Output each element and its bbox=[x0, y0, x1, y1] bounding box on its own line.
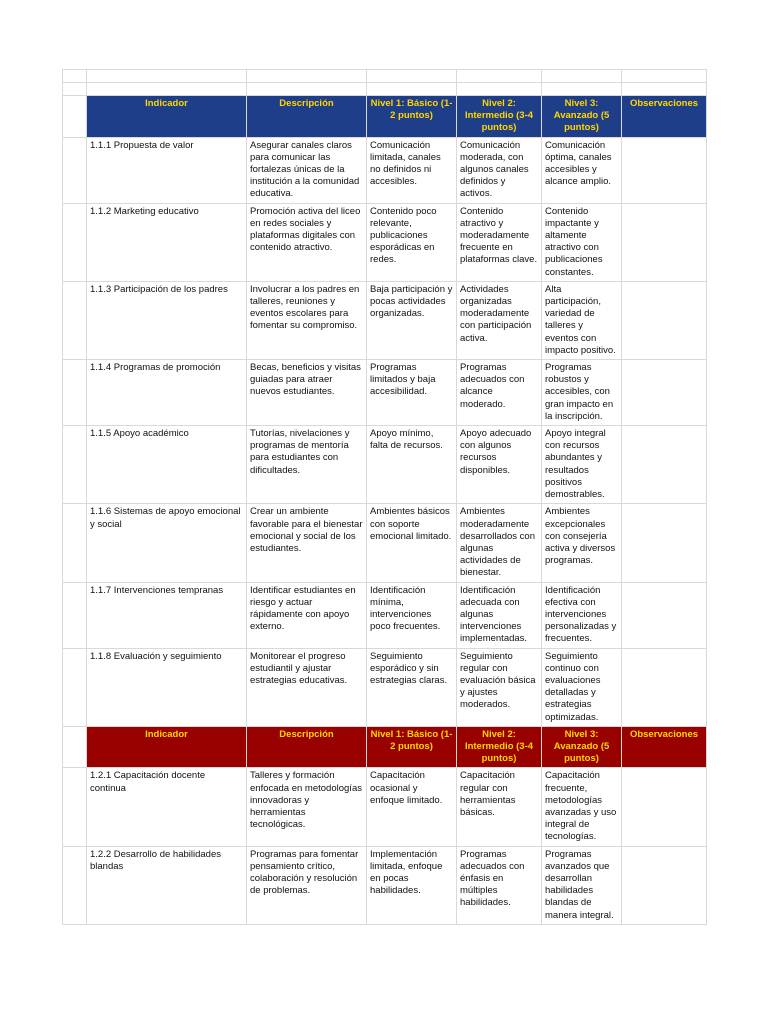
cell-observaciones[interactable] bbox=[622, 648, 707, 726]
cell-indicador[interactable]: 1.1.8 Evaluación y seguimiento bbox=[87, 648, 247, 726]
cell-descripcion[interactable]: Programas para fomentar pensamiento crítico, colaboración y resolución de problemas. bbox=[247, 846, 367, 924]
header-nivel1[interactable]: Nivel 1: Básico (1-2 puntos) bbox=[367, 726, 457, 768]
cell-indicador[interactable]: 1.1.3 Participación de los padres bbox=[87, 281, 247, 359]
cell[interactable] bbox=[63, 726, 87, 768]
table-row bbox=[63, 846, 707, 924]
cell-indicador[interactable]: 1.1.5 Apoyo académico bbox=[87, 426, 247, 504]
cell-indicador[interactable]: 1.1.2 Marketing educativo bbox=[87, 203, 247, 281]
cell[interactable] bbox=[63, 846, 87, 924]
cell-nivel1[interactable]: Comunicación limitada, canales no definidos ni accesibles. bbox=[367, 137, 457, 203]
cell-nivel2[interactable]: Capacitación regular con herramientas básicas. bbox=[457, 768, 542, 846]
cell-nivel2[interactable]: Apoyo adecuado con algunos recursos disponibles. bbox=[457, 426, 542, 504]
cell-indicador[interactable]: 1.2.2 Desarrollo de habilidades blandas bbox=[87, 846, 247, 924]
header-indicador[interactable]: Indicador bbox=[87, 96, 247, 138]
header-nivel2[interactable]: Nivel 2: Intermedio (3-4 puntos) bbox=[457, 96, 542, 138]
rubric-sheet bbox=[62, 69, 707, 925]
cell-nivel3[interactable]: Alta participación, variedad de talleres y eventos con impacto positivo. bbox=[542, 281, 622, 359]
cell[interactable] bbox=[63, 582, 87, 648]
cell-nivel1[interactable]: Ambientes básicos con soporte emocional limitado. bbox=[367, 504, 457, 582]
cell-descripcion[interactable]: Monitorear el progreso estudiantil y ajustar estrategias educativas. bbox=[247, 648, 367, 726]
cell-nivel1[interactable]: Seguimiento esporádico y sin estrategias claras. bbox=[367, 648, 457, 726]
cell-observaciones[interactable] bbox=[622, 768, 707, 846]
cell-nivel1[interactable]: Contenido poco relevante, publicaciones esporádicas en redes. bbox=[367, 203, 457, 281]
table-row bbox=[63, 426, 707, 504]
empty-row bbox=[63, 83, 707, 96]
header-descripcion[interactable]: Descripción bbox=[247, 726, 367, 768]
cell-observaciones[interactable] bbox=[622, 203, 707, 281]
cell[interactable] bbox=[457, 83, 542, 96]
cell[interactable] bbox=[457, 70, 542, 83]
table-row bbox=[63, 360, 707, 426]
cell[interactable] bbox=[63, 504, 87, 582]
cell-nivel2[interactable]: Seguimiento regular con evaluación básica y ajustes moderados. bbox=[457, 648, 542, 726]
cell-nivel3[interactable]: Contenido impactante y altamente atractivo con publicaciones constantes. bbox=[542, 203, 622, 281]
cell[interactable] bbox=[63, 426, 87, 504]
header-nivel3[interactable]: Nivel 3: Avanzado (5 puntos) bbox=[542, 726, 622, 768]
cell[interactable] bbox=[63, 360, 87, 426]
cell-nivel2[interactable]: Ambientes moderadamente desarrollados con algunas actividades de bienestar. bbox=[457, 504, 542, 582]
cell-descripcion[interactable]: Becas, beneficios y visitas guiadas para atraer nuevos estudiantes. bbox=[247, 360, 367, 426]
cell-observaciones[interactable] bbox=[622, 137, 707, 203]
cell-observaciones[interactable] bbox=[622, 504, 707, 582]
cell[interactable] bbox=[63, 648, 87, 726]
cell-observaciones[interactable] bbox=[622, 281, 707, 359]
cell[interactable] bbox=[367, 83, 457, 96]
header-descripcion[interactable]: Descripción bbox=[247, 96, 367, 138]
cell-nivel2[interactable]: Identificación adecuada con algunas intervenciones implementadas. bbox=[457, 582, 542, 648]
header-nivel3[interactable]: Nivel 3: Avanzado (5 puntos) bbox=[542, 96, 622, 138]
cell-nivel3[interactable]: Comunicación óptima, canales accesibles y alcance amplio. bbox=[542, 137, 622, 203]
cell-descripcion[interactable]: Crear un ambiente favorable para el bienestar emocional y social de los estudiantes. bbox=[247, 504, 367, 582]
cell-indicador[interactable]: 1.1.7 Intervenciones tempranas bbox=[87, 582, 247, 648]
cell-nivel2[interactable]: Actividades organizadas moderadamente con participación activa. bbox=[457, 281, 542, 359]
table-row bbox=[63, 504, 707, 582]
header-nivel2[interactable]: Nivel 2: Intermedio (3-4 puntos) bbox=[457, 726, 542, 768]
cell-descripcion[interactable]: Involucrar a los padres en talleres, reuniones y eventos escolares para fomentar su compromiso. bbox=[247, 281, 367, 359]
cell-nivel1[interactable]: Baja participación y pocas actividades organizadas. bbox=[367, 281, 457, 359]
cell-indicador[interactable]: 1.1.4 Programas de promoción bbox=[87, 360, 247, 426]
cell-observaciones[interactable] bbox=[622, 426, 707, 504]
cell-nivel3[interactable]: Ambientes excepcionales con consejería activa y diversos programas. bbox=[542, 504, 622, 582]
cell-nivel2[interactable]: Comunicación moderada, con algunos canales definidos y activos. bbox=[457, 137, 542, 203]
cell-indicador[interactable]: 1.2.1 Capacitación docente continua bbox=[87, 768, 247, 846]
table-row bbox=[63, 648, 707, 726]
cell-observaciones[interactable] bbox=[622, 582, 707, 648]
cell-descripcion[interactable]: Tutorías, nivelaciones y programas de mentoría para estudiantes con dificultades. bbox=[247, 426, 367, 504]
cell[interactable] bbox=[63, 70, 87, 83]
cell[interactable] bbox=[87, 83, 247, 96]
cell-nivel1[interactable]: Programas limitados y baja accesibilidad. bbox=[367, 360, 457, 426]
header-row-red bbox=[63, 726, 707, 768]
cell-nivel3[interactable]: Programas robustos y accesibles, con gran impacto en la inscripción. bbox=[542, 360, 622, 426]
cell[interactable] bbox=[63, 768, 87, 846]
table-row bbox=[63, 768, 707, 846]
cell[interactable] bbox=[247, 83, 367, 96]
cell[interactable] bbox=[247, 70, 367, 83]
table-row bbox=[63, 137, 707, 203]
cell-nivel1[interactable]: Implementación limitada, enfoque en pocas habilidades. bbox=[367, 846, 457, 924]
header-observaciones[interactable]: Observaciones bbox=[622, 96, 707, 138]
cell-descripcion[interactable]: Asegurar canales claros para comunicar las fortalezas únicas de la institución a la comunidad educativa. bbox=[247, 137, 367, 203]
empty-row bbox=[63, 70, 707, 83]
header-indicador[interactable]: Indicador bbox=[87, 726, 247, 768]
cell[interactable] bbox=[63, 83, 87, 96]
cell-observaciones[interactable] bbox=[622, 360, 707, 426]
cell-indicador[interactable]: 1.1.1 Propuesta de valor bbox=[87, 137, 247, 203]
cell[interactable] bbox=[542, 83, 622, 96]
cell-descripcion[interactable]: Talleres y formación enfocada en metodologías innovadoras y herramientas tecnológicas. bbox=[247, 768, 367, 846]
cell-observaciones[interactable] bbox=[622, 846, 707, 924]
header-observaciones[interactable]: Observaciones bbox=[622, 726, 707, 768]
cell[interactable] bbox=[63, 137, 87, 203]
cell-descripcion[interactable]: Promoción activa del liceo en redes sociales y plataformas digitales con contenido atractivo. bbox=[247, 203, 367, 281]
cell[interactable] bbox=[87, 70, 247, 83]
cell-indicador[interactable]: 1.1.6 Sistemas de apoyo emocional y social bbox=[87, 504, 247, 582]
cell-nivel3[interactable]: Apoyo integral con recursos abundantes y resultados positivos demostrables. bbox=[542, 426, 622, 504]
cell[interactable] bbox=[63, 96, 87, 138]
cell-nivel2[interactable]: Programas adecuados con énfasis en múltiples habilidades. bbox=[457, 846, 542, 924]
table-row bbox=[63, 203, 707, 281]
cell[interactable] bbox=[622, 83, 707, 96]
cell-nivel1[interactable]: Capacitación ocasional y enfoque limitado. bbox=[367, 768, 457, 846]
header-nivel1[interactable]: Nivel 1: Básico (1-2 puntos) bbox=[367, 96, 457, 138]
cell[interactable] bbox=[542, 70, 622, 83]
cell[interactable] bbox=[367, 70, 457, 83]
cell[interactable] bbox=[622, 70, 707, 83]
cell-nivel3[interactable]: Identificación efectiva con intervenciones personalizadas y frecuentes. bbox=[542, 582, 622, 648]
table-row bbox=[63, 281, 707, 359]
cell[interactable] bbox=[63, 281, 87, 359]
cell-nivel1[interactable]: Identificación mínima, intervenciones poco frecuentes. bbox=[367, 582, 457, 648]
cell-nivel2[interactable]: Contenido atractivo y moderadamente frecuente en plataformas clave. bbox=[457, 203, 542, 281]
cell-nivel3[interactable]: Programas avanzados que desarrollan habilidades blandas de manera integral. bbox=[542, 846, 622, 924]
table-row bbox=[63, 582, 707, 648]
cell[interactable] bbox=[63, 203, 87, 281]
cell-descripcion[interactable]: Identificar estudiantes en riesgo y actuar rápidamente con apoyo externo. bbox=[247, 582, 367, 648]
cell-nivel3[interactable]: Capacitación frecuente, metodologías avanzadas y uso integral de tecnologías. bbox=[542, 768, 622, 846]
cell-nivel1[interactable]: Apoyo mínimo, falta de recursos. bbox=[367, 426, 457, 504]
cell-nivel2[interactable]: Programas adecuados con alcance moderado. bbox=[457, 360, 542, 426]
cell-nivel3[interactable]: Seguimiento continuo con evaluaciones detalladas y estrategias optimizadas. bbox=[542, 648, 622, 726]
header-row-blue bbox=[63, 96, 707, 138]
